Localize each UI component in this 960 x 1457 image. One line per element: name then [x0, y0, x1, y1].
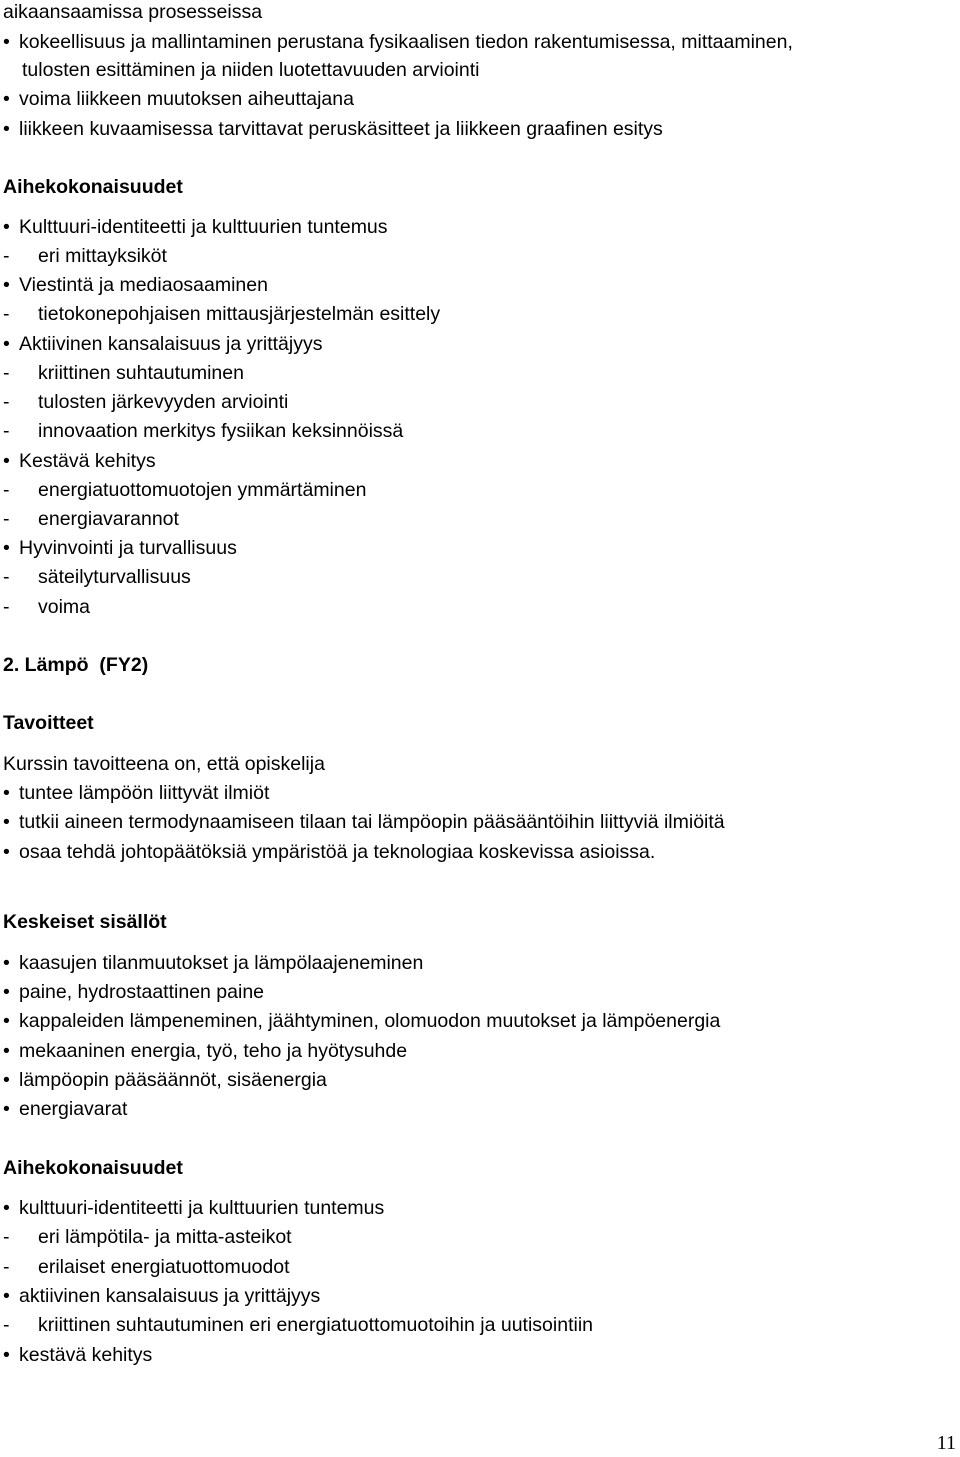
bullet-marker: • [3, 333, 10, 355]
list-item [3, 479, 366, 501]
list-item-text: kestävä kehitys [19, 1344, 153, 1366]
list-item-text: kaasujen tilanmuutokset ja lämpölaajeneminen [19, 952, 424, 974]
bullet-marker: • [3, 1010, 10, 1032]
list-item [3, 303, 440, 325]
list-item-text: tuntee lämpöön liittyvät ilmiöt [19, 782, 270, 804]
list-item [3, 1098, 127, 1120]
list-item [3, 1314, 593, 1336]
bullet-marker: • [3, 981, 10, 1003]
list-item [3, 1344, 152, 1366]
list-item [3, 31, 793, 53]
list-item-text: voima liikkeen muutoksen aiheuttajana [19, 88, 354, 110]
list-item-text: kriittinen suhtautuminen [38, 362, 244, 384]
bullet-marker: • [3, 1069, 10, 1091]
list-item [3, 420, 403, 442]
list-item [3, 88, 354, 110]
bullet-marker: • [3, 1344, 10, 1366]
list-item [3, 362, 244, 384]
list-item [3, 245, 167, 267]
list-item-text: kulttuuri-identiteetti ja kulttuurien tuntemus [19, 1197, 385, 1219]
bullet-marker: • [3, 841, 10, 863]
bullet-marker: • [3, 118, 10, 140]
list-item [3, 811, 725, 833]
bullet-marker: • [3, 1285, 10, 1307]
page-number: 11 [936, 1432, 956, 1454]
list-item-text: kriittinen suhtautuminen eri energiatuottomuotoihin ja uutisointiin [38, 1314, 593, 1336]
list-item [3, 391, 288, 413]
list-item-text: erilaiset energiatuottomuodot [38, 1256, 290, 1278]
list-item-text: liikkeen kuvaamisessa tarvittavat peruskäsitteet ja liikkeen graafinen esitys [19, 118, 663, 140]
bullet-marker: • [3, 952, 10, 974]
section-heading: Tavoitteet [3, 712, 94, 734]
list-item-text: osaa tehdä johtopäätöksiä ympäristöä ja teknologiaa koskevissa asioissa. [19, 841, 656, 863]
list-item [3, 596, 90, 618]
list-item-text: energiavarannot [38, 508, 179, 530]
list-item [3, 1226, 292, 1248]
list-item [3, 274, 268, 296]
dash-marker: - [3, 245, 10, 267]
list-item-text: voima [38, 596, 91, 618]
dash-marker: - [3, 362, 10, 384]
list-item-text: tulosten esittäminen ja niiden luotettavuuden arviointi [22, 59, 480, 81]
list-item [3, 450, 156, 472]
list-item-text: Viestintä ja mediaosaaminen [19, 274, 268, 296]
dash-marker: - [3, 479, 10, 501]
list-item-text: tutkii aineen termodynaamiseen tilaan tai lämpöopin pääsääntöihin liittyviä ilmiöitä [19, 811, 725, 833]
dash-marker: - [3, 1314, 10, 1336]
section-heading: Aihekokonaisuudet [3, 176, 183, 198]
list-item-text: kappaleiden lämpeneminen, jäähtyminen, olomuodon muutokset ja lämpöenergia [19, 1010, 721, 1032]
bullet-marker: • [3, 31, 10, 53]
bullet-marker: • [3, 811, 10, 833]
list-item-text: Hyvinvointi ja turvallisuus [19, 537, 237, 559]
list-item [3, 1010, 720, 1032]
list-item-text: eri lämpötila- ja mitta-asteikot [38, 1226, 292, 1248]
bullet-marker: • [3, 537, 10, 559]
list-item-text: energiavarat [19, 1098, 128, 1120]
list-item [3, 333, 322, 355]
list-item [3, 1285, 320, 1307]
continuation-text: aikaansaamissa prosesseissa [3, 1, 263, 23]
course-title: 2. Lämpö (FY2) [3, 654, 149, 676]
bullet-marker: • [3, 782, 10, 804]
dash-marker: - [3, 1226, 10, 1248]
bullet-marker: • [3, 450, 10, 472]
list-item-text: kokeellisuus ja mallintaminen perustana fysikaalisen tiedon rakentumisessa, mittaaminen, [19, 31, 793, 53]
bullet-marker: • [3, 1098, 10, 1120]
list-item [3, 1069, 327, 1091]
list-item-text: energiatuottomuotojen ymmärtäminen [38, 479, 367, 501]
list-item [3, 508, 179, 530]
bullet-marker: • [3, 274, 10, 296]
list-item-text: lämpöopin pääsäännöt, sisäenergia [19, 1069, 327, 1091]
list-item [3, 981, 264, 1003]
dash-marker: - [3, 566, 10, 588]
list-item [3, 782, 269, 804]
list-item [3, 1040, 407, 1062]
intro-text: Kurssin tavoitteena on, että opiskelija [3, 753, 325, 775]
dash-marker: - [3, 596, 10, 618]
list-item [3, 1197, 384, 1219]
list-item-text: mekaaninen energia, työ, teho ja hyötysuhde [19, 1040, 408, 1062]
list-item-text: tietokonepohjaisen mittausjärjestelmän esittely [38, 303, 441, 325]
dash-marker: - [3, 391, 10, 413]
list-item [3, 841, 655, 863]
list-item [3, 216, 388, 238]
list-item-text: eri mittayksiköt [38, 245, 167, 267]
section-heading: Aihekokonaisuudet [3, 1157, 183, 1179]
list-item-text: Kestävä kehitys [19, 450, 156, 472]
list-item [3, 1, 262, 23]
bullet-marker: • [3, 1197, 10, 1219]
dash-marker: - [3, 508, 10, 530]
list-item [3, 566, 191, 588]
list-item-text: Aktiivinen kansalaisuus ja yrittäjyys [19, 333, 323, 355]
list-item-text: Kulttuuri-identiteetti ja kulttuurien tuntemus [19, 216, 388, 238]
dash-marker: - [3, 303, 10, 325]
bullet-marker: • [3, 88, 10, 110]
list-item-text: tulosten järkevyyden arviointi [38, 391, 289, 413]
list-item-continuation [22, 59, 479, 81]
list-item [3, 537, 237, 559]
list-item [3, 1256, 290, 1278]
list-item [3, 952, 423, 974]
section-heading: Keskeiset sisällöt [3, 911, 167, 933]
list-item-text: innovaation merkitys fysiikan keksinnöissä [38, 420, 404, 442]
bullet-marker: • [3, 1040, 10, 1062]
list-item-text: aktiivinen kansalaisuus ja yrittäjyys [19, 1285, 321, 1307]
list-item-text: säteilyturvallisuus [38, 566, 191, 588]
dash-marker: - [3, 420, 10, 442]
list-item [3, 118, 663, 140]
dash-marker: - [3, 1256, 10, 1278]
bullet-marker: • [3, 216, 10, 238]
list-item-text: paine, hydrostaattinen paine [19, 981, 265, 1003]
